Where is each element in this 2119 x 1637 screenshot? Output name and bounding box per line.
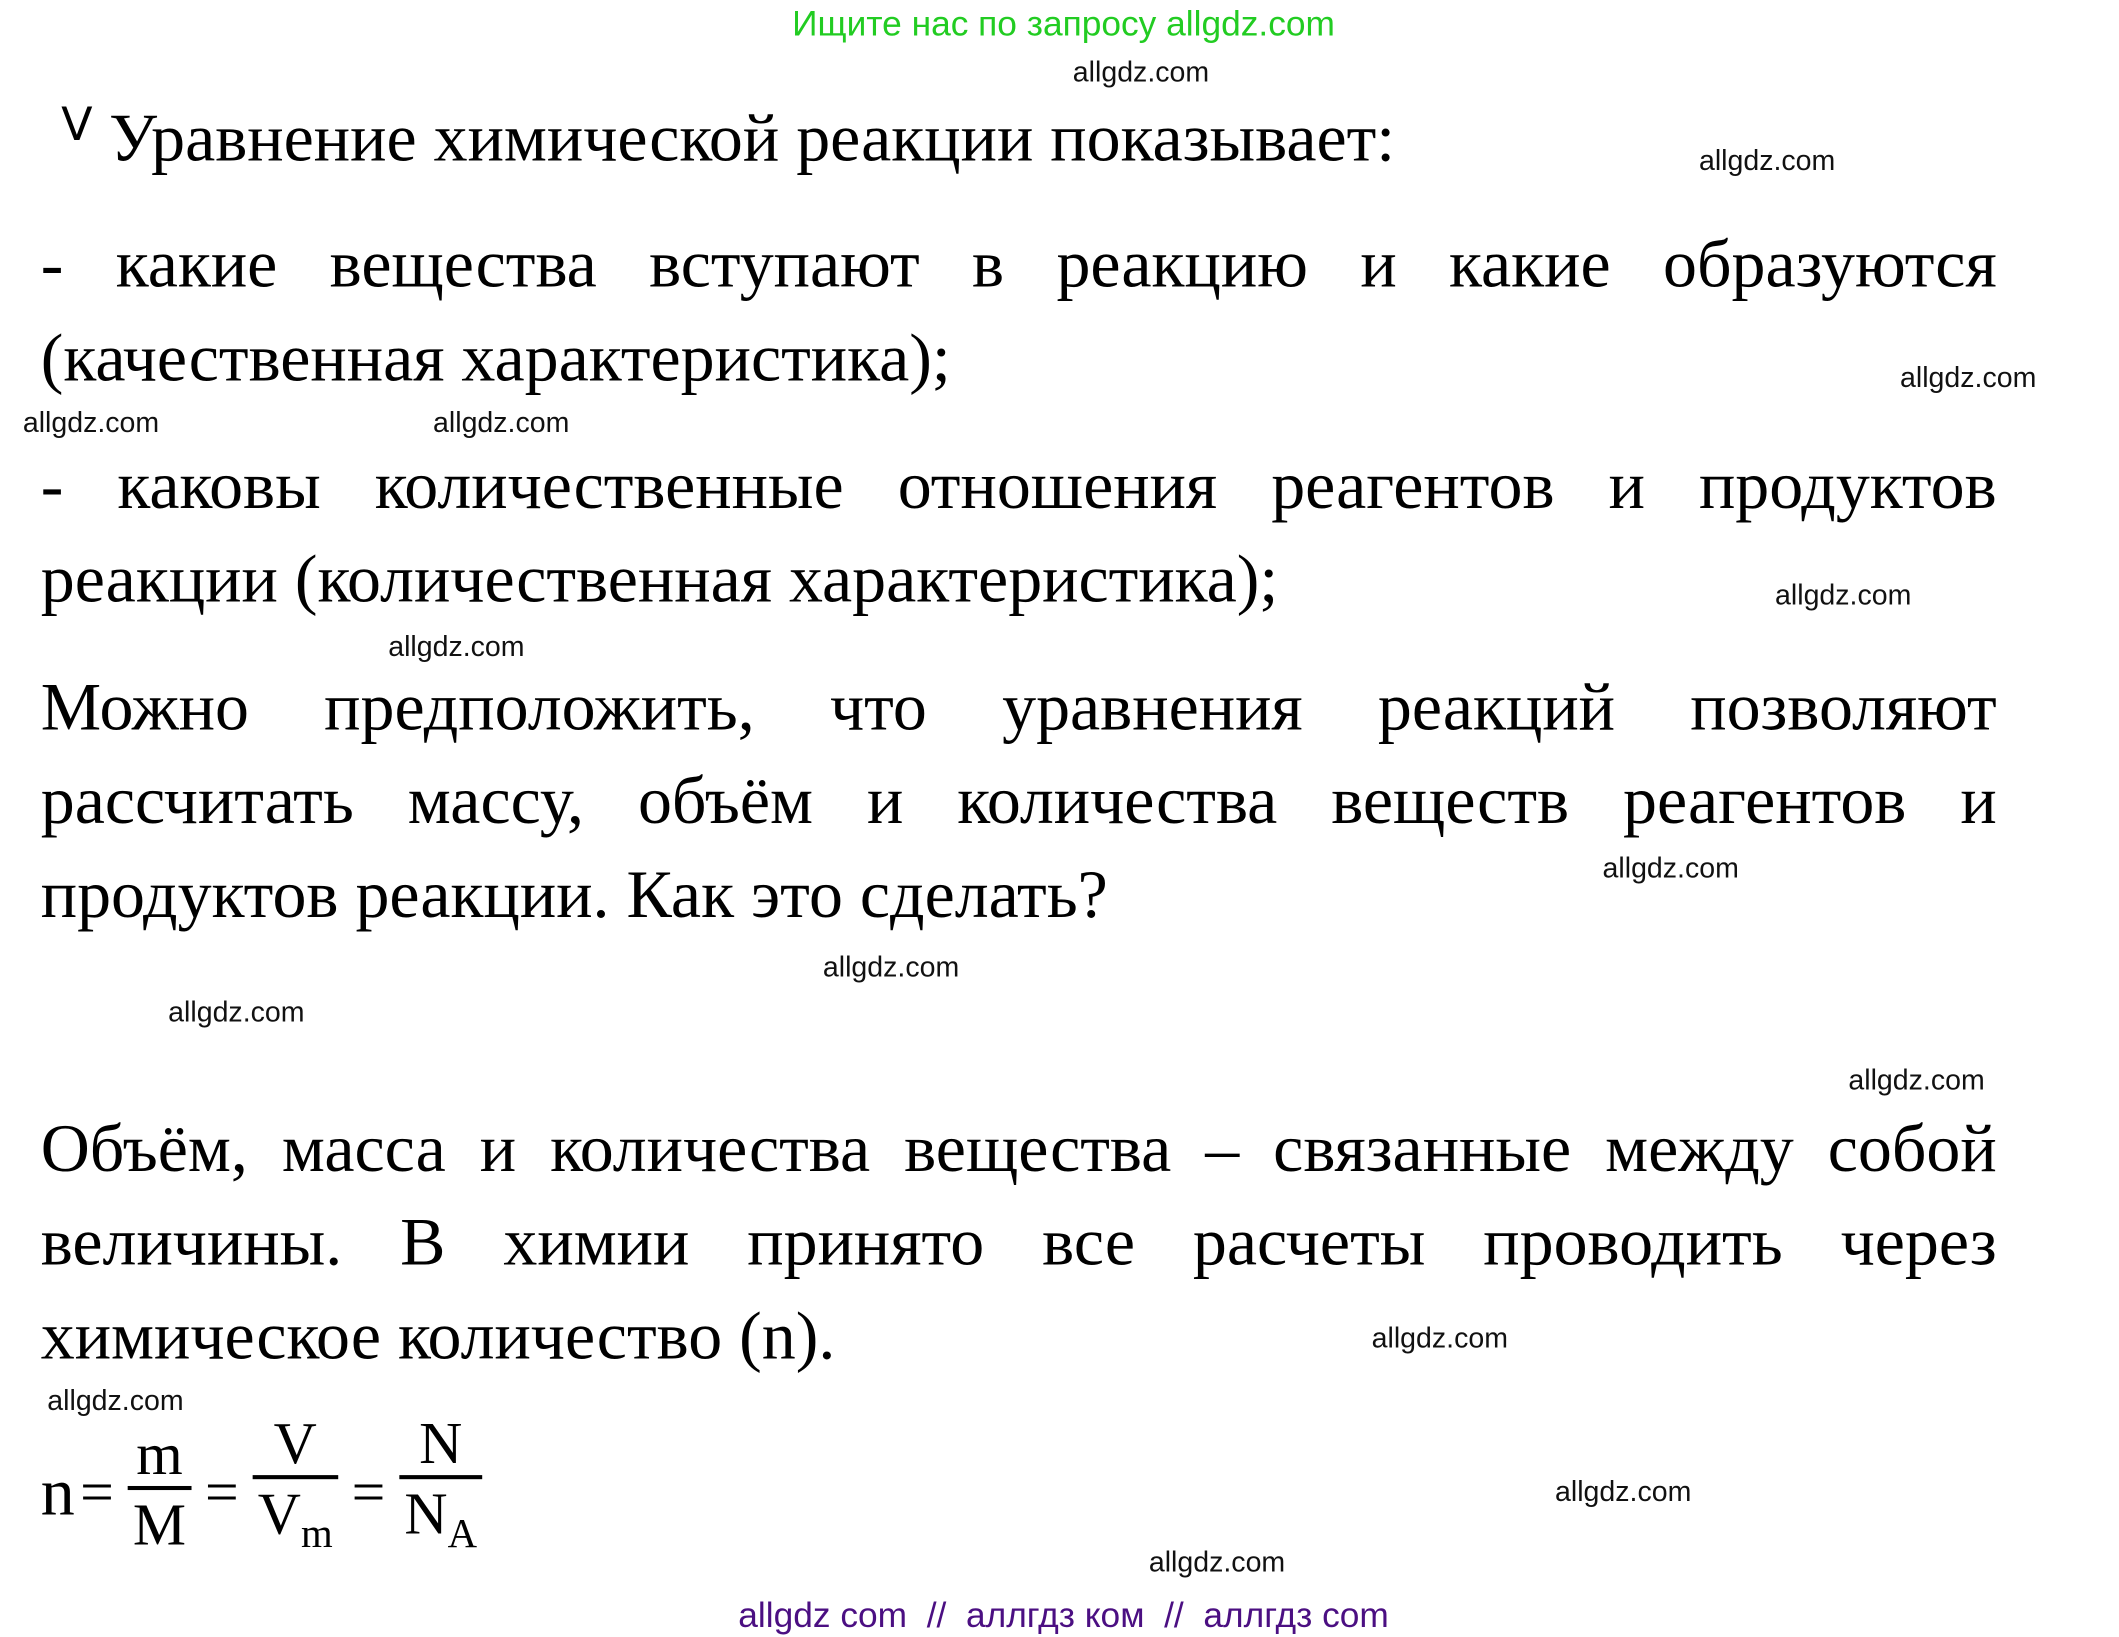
watermark: allgdz.com <box>433 407 570 439</box>
watermark: allgdz.com <box>1371 1322 1508 1355</box>
denominator-symbol: V <box>257 1480 301 1548</box>
paragraph-chemical-amount: Объём, масса и количества вещества – связанные между собой величины. В химии принято все расчеты проводить через химическое количество (n). <box>40 1109 1997 1374</box>
numerator: m <box>136 1420 183 1487</box>
watermark: allgdz.com <box>1698 145 1836 177</box>
formula-equals: = <box>80 1458 114 1525</box>
watermark: allgdz.com <box>22 407 160 439</box>
watermark: allgdz.com <box>388 631 525 663</box>
denominator-symbol: N <box>404 1480 448 1548</box>
formula-lhs: n <box>40 1453 75 1530</box>
watermark: allgdz.com <box>822 952 960 984</box>
fraction-particles <box>399 1409 482 1571</box>
fraction-volume <box>252 1409 338 1571</box>
watermark: allgdz.com <box>1554 1476 1692 1508</box>
watermark: allgdz.com <box>1072 57 1210 89</box>
watermark: allgdz.com <box>1899 362 2037 394</box>
checkmark-icon: ᐯ <box>61 100 93 151</box>
paragraph-quantitative: - каковы количественные отношения реагентов и продуктов реакции (количественная характеристика); <box>40 446 1997 617</box>
amount-formula <box>40 1409 491 1571</box>
subscript: m <box>300 1511 333 1557</box>
denominator: M <box>127 1485 191 1560</box>
footer-links[interactable]: allgdz com // аллгдз ком // аллгдз com <box>738 1594 1389 1636</box>
numerator: N <box>419 1409 463 1477</box>
denominator <box>252 1475 338 1570</box>
paragraph-qualitative: - какие вещества вступают в реакцию и какие образуются (качественная характеристика); <box>40 225 1997 396</box>
watermark: allgdz.com <box>1602 853 1739 885</box>
paragraph-question: Можно предположить, что уравнения реакций позволяют рассчитать массу, объём и количества веществ реагентов и продуктов реакции. Как это сделать? <box>40 668 1997 932</box>
fraction-mass <box>127 1420 191 1560</box>
formula-equals: = <box>205 1458 239 1525</box>
search-hint-header: Ищите нас по запросу allgdz.com <box>792 2 1335 44</box>
subscript: A <box>447 1511 478 1557</box>
title-text: Уравнение химической реакции показывает: <box>109 99 1396 176</box>
watermark: allgdz.com <box>1848 1064 1985 1097</box>
watermark: allgdz.com <box>1148 1547 1286 1579</box>
section-title <box>61 98 1395 177</box>
watermark: allgdz.com <box>1775 579 1912 612</box>
watermark: allgdz.com <box>168 996 305 1029</box>
denominator <box>399 1475 482 1570</box>
watermark: allgdz.com <box>47 1385 184 1417</box>
formula-equals: = <box>351 1458 386 1525</box>
numerator: V <box>273 1409 317 1477</box>
